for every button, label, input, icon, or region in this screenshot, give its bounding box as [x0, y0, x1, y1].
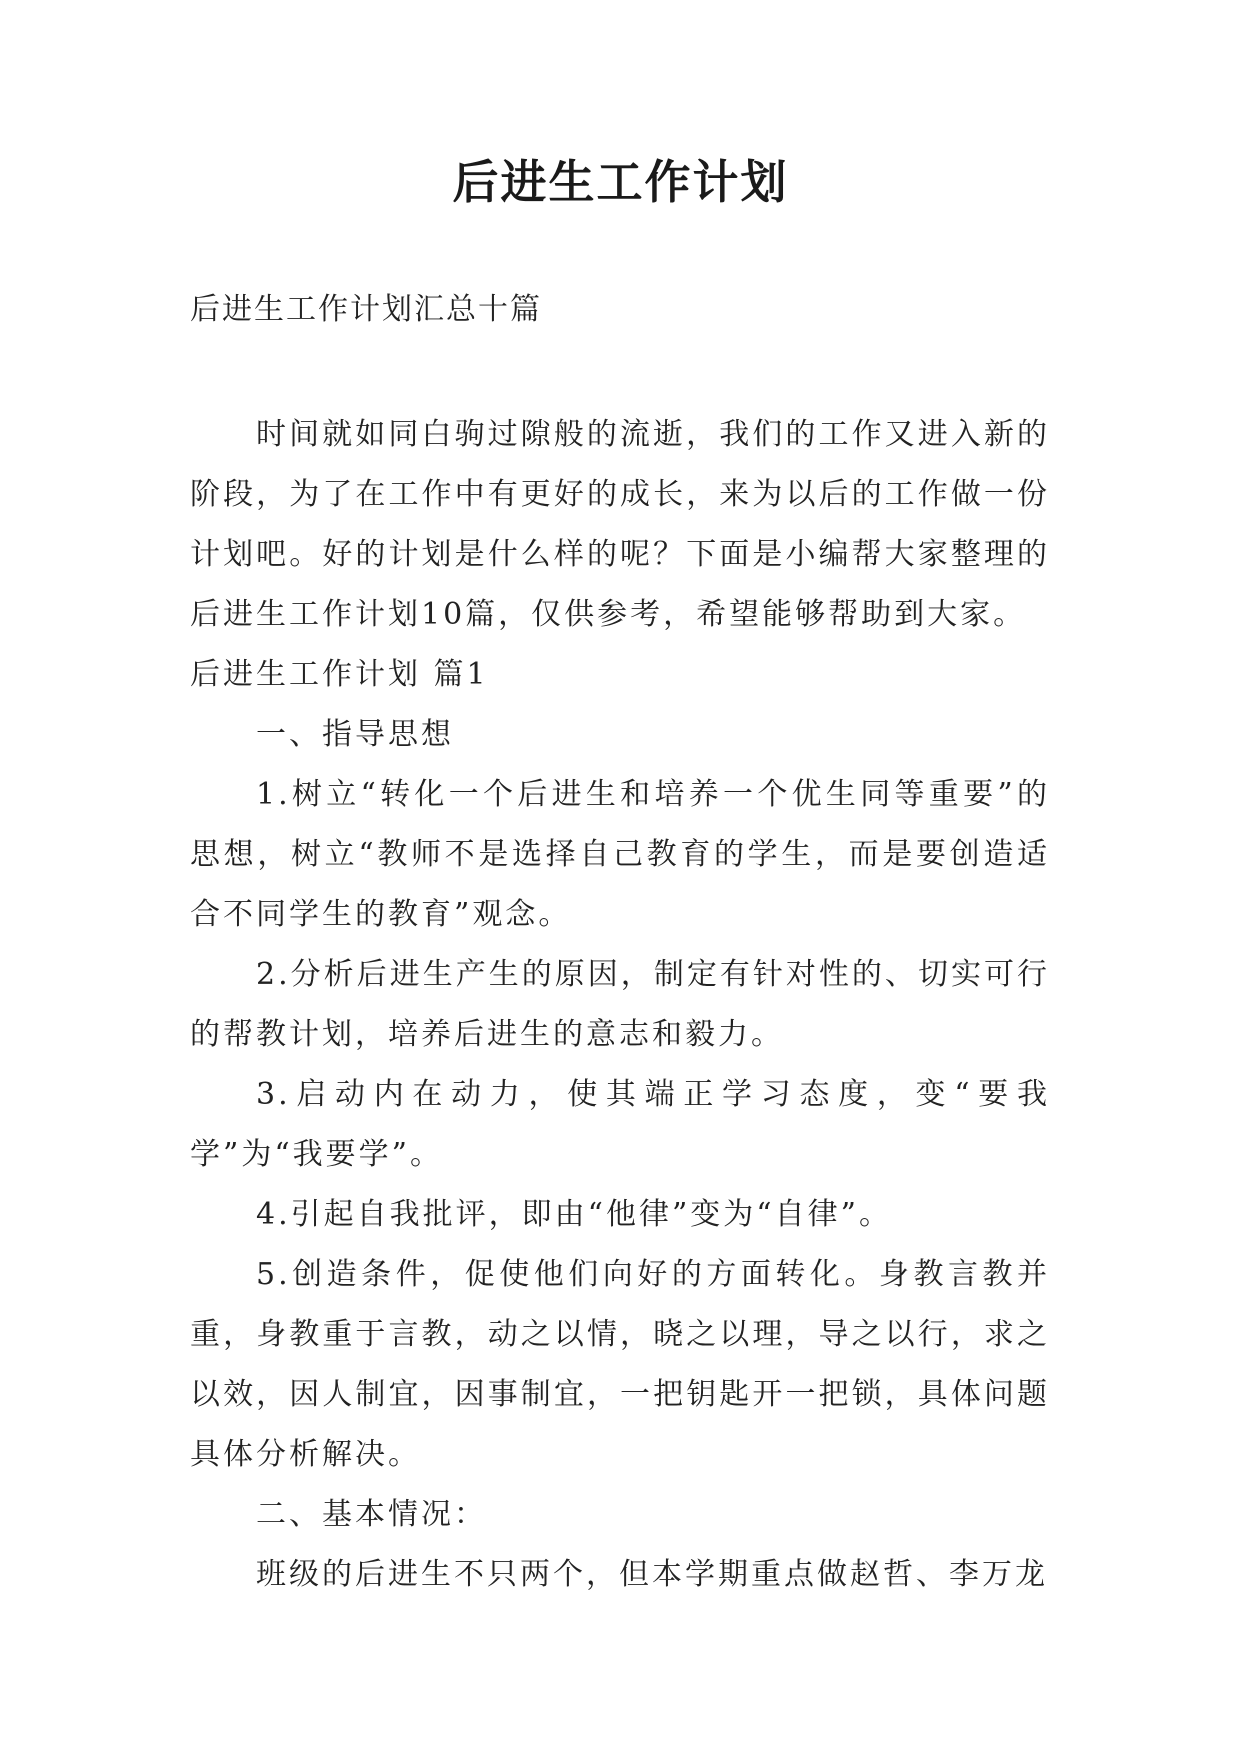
document-title: 后进生工作计划 [452, 155, 789, 209]
document-subtitle: 后进生工作计划汇总十篇 [190, 292, 542, 327]
document-body [190, 405, 1050, 1605]
body-paragraph: 5.创造条件，促使他们向好的方面转化。身教言教并重，身教重于言教，动之以情，晓之以理，导之以行，求之以效，因人制宜，因事制宜，一把钥匙开一把锁，具体问题具体分析解决。 [190, 1257, 1050, 1472]
body-paragraph: 后进生工作计划 篇1 [190, 657, 489, 692]
body-paragraph: 二、基本情况： [256, 1497, 487, 1532]
body-paragraph: 4.引起自我批评，即由“他律”变为“自律”。 [256, 1197, 892, 1232]
body-paragraph: 2.分析后进生产生的原因，制定有针对性的、切实可行的帮教计划，培养后进生的意志和毅力。 [190, 957, 1050, 1052]
body-paragraph: 一、指导思想 [256, 717, 454, 752]
body-paragraph: 班级的后进生不只两个，但本学期重点做赵哲、李万龙 [256, 1557, 1048, 1592]
body-paragraph: 1.树立“转化一个后进生和培养一个优生同等重要”的思想，树立“教师不是选择自己教育的学生，而是要创造适合不同学生的教育”观念。 [190, 777, 1050, 932]
body-paragraph: 时间就如同白驹过隙般的流逝，我们的工作又进入新的阶段，为了在工作中有更好的成长，来为以后的工作做一份计划吧。好的计划是什么样的呢？下面是小编帮大家整理的后进生工作计划10篇，仅供参考，希望能够帮助到大家。 [190, 417, 1050, 632]
body-paragraph: 3.启动内在动力，使其端正学习态度，变“要我学”为“我要学”。 [190, 1077, 1050, 1172]
